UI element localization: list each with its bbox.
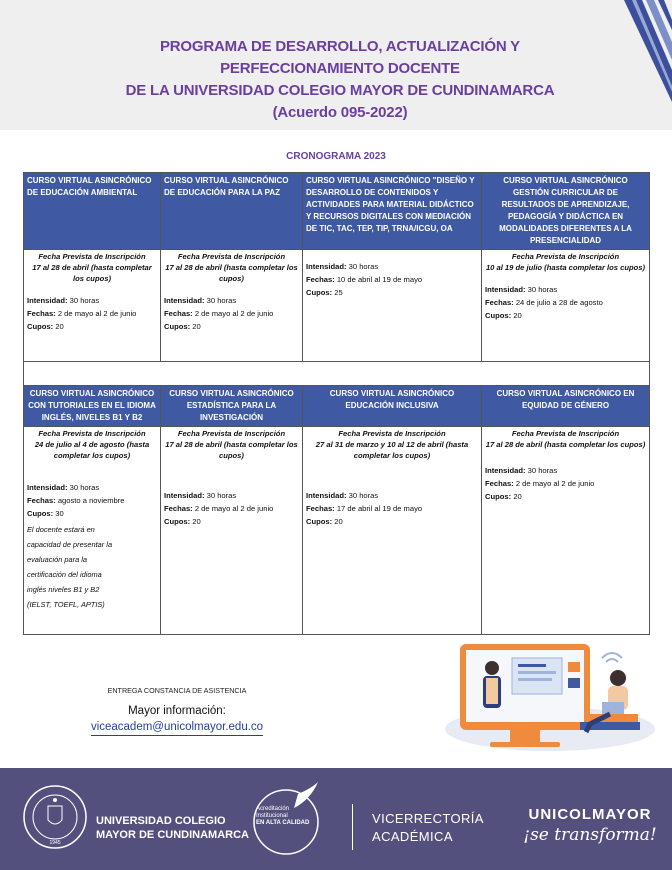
- cupos-line: Cupos: 20: [27, 322, 64, 331]
- courses-table: [23, 172, 650, 635]
- fechas-line: Fechas: 10 de abril al 19 de mayo: [306, 275, 423, 284]
- course-header: CURSO VIRTUAL ASINCRÓNICO "DISEÑO Y DESARROLLO DE CONTENIDOS Y ACTIVIDADES PARA MATERIAL DIDÁCTICO Y RECURSOS DIGITALES CON MEDIACIÓN DE TIC, TAC, TEP, TIP, TRNA/ICGU, OA: [303, 173, 482, 250]
- table-row-details-1: [24, 250, 650, 362]
- intensidad-line: Intensidad: 30 horas: [306, 491, 379, 500]
- cupos-line: Cupos: 30: [27, 509, 64, 518]
- intensidad-line: Intensidad: 30 horas: [485, 285, 558, 294]
- intensidad-line: Intensidad: 30 horas: [306, 262, 379, 271]
- fecha-prevista-label: Fecha Prevista de Inscripción: [38, 429, 146, 438]
- inscripcion-dates: 17 al 28 de abril (hasta completar los cupos): [485, 440, 646, 449]
- fecha-prevista-label: Fecha Prevista de Inscripción: [177, 429, 286, 438]
- title-line-2: DE LA UNIVERSIDAD COLEGIO MAYOR DE CUNDINAMARCA: [125, 82, 555, 99]
- fechas-line: Fechas: agosto a noviembre: [27, 496, 125, 505]
- title-line-3: (Acuerdo 095-2022): [272, 104, 408, 121]
- cupos-line: Cupos: 25: [306, 288, 343, 297]
- fechas-line: Fechas: 2 de mayo al 2 de junio: [485, 479, 595, 488]
- contact-block: [72, 686, 282, 736]
- intensidad-line: Intensidad: 30 horas: [485, 466, 558, 475]
- footer-divider: [352, 804, 353, 850]
- fechas-line: Fechas: 24 de julio a 28 de agosto: [485, 298, 603, 307]
- inscripcion-dates: 27 al 31 de marzo y 10 al 12 de abril (hasta completar los cupos): [315, 440, 469, 460]
- table-row-details-2: [24, 427, 650, 635]
- mayor-informacion-label: Mayor información:: [128, 705, 226, 717]
- course-details: [303, 427, 482, 635]
- university-name: UNIVERSIDAD COLEGIO MAYOR DE CUNDINAMARCA: [96, 815, 249, 841]
- header-band: [0, 0, 672, 130]
- online-learning-illustration: [430, 634, 660, 754]
- fechas-line: Fechas: 2 de mayo al 2 de junio: [164, 504, 274, 513]
- cupos-line: Cupos: 20: [164, 322, 201, 331]
- course-header: CURSO VIRTUAL ASINCRÓNICO GESTIÓN CURRICULAR DE RESULTADOS DE APRENDIZAJE, PEDAGOGÍA Y DIDÁCTICA EN MODALIDADES DIFERENTES A LA PRESENCIALIDAD: [482, 173, 650, 250]
- fecha-prevista-label: Fecha Prevista de Inscripción: [511, 429, 620, 438]
- university-seal-logo: [22, 784, 88, 850]
- table-row-headers-1: [24, 173, 650, 250]
- fechas-line: Fechas: 17 de abril al 19 de mayo: [306, 504, 423, 513]
- cronograma-heading: CRONOGRAMA 2023: [286, 151, 386, 162]
- course-details: [303, 250, 482, 362]
- fecha-prevista-label: Fecha Prevista de Inscripción: [338, 429, 446, 438]
- english-course-note: El docente estará en capacidad de presentar la evaluación para la certificación del idioma inglés niveles B1 y B2 (IELST, TOEFL, APTIS): [27, 525, 113, 609]
- cupos-line: Cupos: 20: [485, 492, 522, 501]
- fechas-line: Fechas: 2 de mayo al 2 de junio: [164, 309, 274, 318]
- course-header: CURSO VIRTUAL ASINCRÓNICO DE EDUCACIÓN PARA LA PAZ: [161, 173, 303, 250]
- acreditacion-text: Acreditación Institucional EN ALTA CALIDAD: [256, 806, 310, 826]
- table-row-headers-2: [24, 386, 650, 427]
- inscripcion-dates: 17 al 28 de abril (hasta completar los cupos): [32, 263, 152, 283]
- course-header: CURSO VIRTUAL ASINCRÓNICO CON TUTORIALES EN EL IDIOMA INGLÉS, NIVELES B1 Y B2: [24, 386, 161, 427]
- cupos-line: Cupos: 20: [485, 311, 522, 320]
- course-details: [24, 427, 161, 635]
- course-details: [482, 250, 650, 362]
- corner-stripes-decoration: [602, 0, 672, 130]
- svg-text:1945: 1945: [49, 840, 61, 846]
- cupos-line: Cupos: 20: [306, 517, 343, 526]
- inscripcion-dates: 17 al 28 de abril (hasta completar los cupos): [165, 263, 298, 283]
- fecha-prevista-label: Fecha Prevista de Inscripción: [177, 252, 286, 261]
- course-details: [482, 427, 650, 635]
- course-header: CURSO VIRTUAL ASINCRÓNICO ESTADÍSTICA PARA LA INVESTIGACIÓN: [161, 386, 303, 427]
- course-header: CURSO VIRTUAL ASINCRÓNICO EDUCACIÓN INCLUSIVA: [303, 386, 482, 427]
- contact-email-link[interactable]: viceacadem@unicolmayor.edu.co: [91, 721, 263, 736]
- entrega-constancia: ENTREGA CONSTANCIA DE ASISTENCIA: [107, 686, 247, 695]
- inscripcion-dates: 10 al 19 de julio (hasta completar los cupos): [485, 263, 646, 272]
- table-row-spacer: [24, 362, 650, 386]
- intensidad-line: Intensidad: 30 horas: [27, 483, 100, 492]
- intensidad-line: Intensidad: 30 horas: [164, 491, 237, 500]
- course-header: CURSO VIRTUAL ASINCRÓNICO EN EQUIDAD DE GÉNERO: [482, 386, 650, 427]
- course-header: CURSO VIRTUAL ASINCRÓNICO DE EDUCACIÓN AMBIENTAL: [24, 173, 161, 250]
- fechas-line: Fechas: 2 de mayo al 2 de junio: [27, 309, 137, 318]
- cupos-line: Cupos: 20: [164, 517, 201, 526]
- page-title: [90, 36, 590, 124]
- intensidad-line: Intensidad: 30 horas: [27, 296, 100, 305]
- inscripcion-dates: 24 de julio al 4 de agosto (hasta completar los cupos): [34, 440, 150, 460]
- fecha-prevista-label: Fecha Prevista de Inscripción: [511, 252, 620, 261]
- inscripcion-dates: 17 al 28 de abril (hasta completar los cupos): [165, 440, 298, 460]
- spacer-cell: [24, 362, 650, 386]
- course-details: [161, 427, 303, 635]
- title-line-1: PROGRAMA DE DESARROLLO, ACTUALIZACIÓN Y PERFECCIONAMIENTO DOCENTE: [160, 38, 520, 77]
- course-details: [24, 250, 161, 362]
- unicolmayor-brand: UNICOLMAYOR ¡se transforma!: [523, 806, 657, 845]
- vicerrectoria-label: VICERRECTORÍA ACADÉMICA: [372, 811, 484, 844]
- fecha-prevista-label: Fecha Prevista de Inscripción: [38, 252, 146, 261]
- footer-band: [0, 768, 672, 870]
- course-details: [161, 250, 303, 362]
- intensidad-line: Intensidad: 30 horas: [164, 296, 237, 305]
